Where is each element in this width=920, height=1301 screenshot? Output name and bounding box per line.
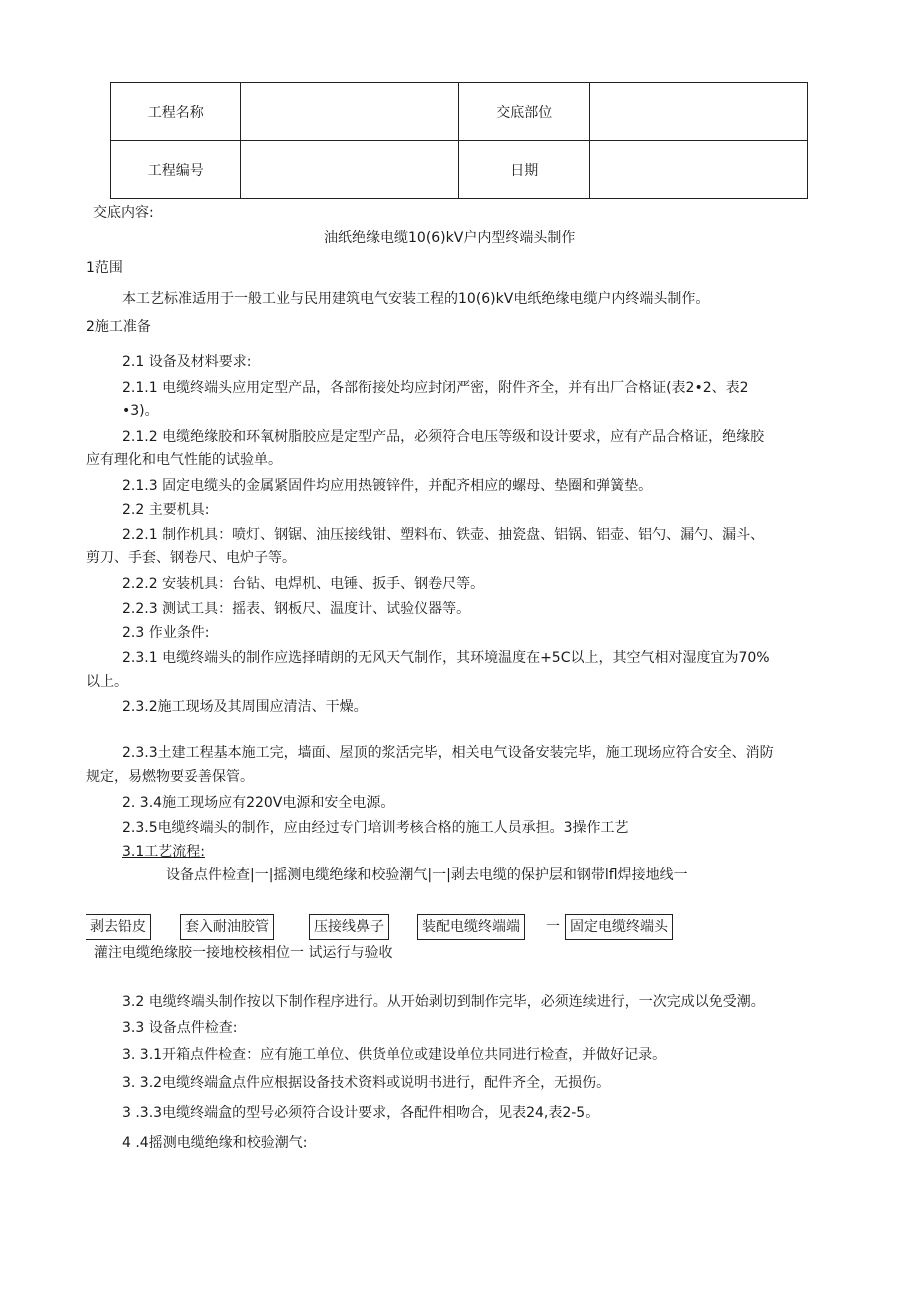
project-name-label: 工程名称 (111, 83, 241, 141)
item-2-1-3: 2.1.3 固定电缆头的金属紧固件均应用热镀锌件，并配齐相应的螺母、垫圈和弹簧垫。 (122, 478, 653, 494)
item-3-3: 3.3 设备点件检查: (122, 1020, 238, 1036)
date-label: 日期 (459, 141, 589, 199)
item-3-1: 3.1工艺流程: (122, 844, 205, 860)
item-2-3-1-b: 以上。 (86, 674, 128, 690)
flow-box-strip-lead: 剥去铅皮 (86, 914, 151, 940)
process-flow-line-3: 灌注电缆绝缘胶一接地校核相位一 试运行与验收 (94, 945, 393, 961)
handover-part-value[interactable] (589, 83, 807, 141)
item-2-1-1-b: •3)。 (122, 403, 159, 419)
item-2-2-3: 2.2.3 测试工具：摇表、钢板尺、温度计、试验仪器等。 (122, 601, 471, 617)
item-2-3: 2.3 作业条件: (122, 625, 210, 641)
item-4-4: 4 .4摇测电缆绝缘和校验潮气: (122, 1135, 308, 1151)
flow-box-fix-terminal: 固定电缆终端头 (565, 914, 673, 940)
item-2-1-1-a: 2.1.1 电缆终端头应用定型产品，各部衔接处均应封闭严密，附件齐全，并有出厂合格证(表2•2、表2 (122, 380, 749, 396)
header-table (110, 82, 808, 199)
item-2-3-1-a: 2.3.1 电缆终端头的制作应选择晴朗的无风天气制作，其环境温度在+5C以上，其空气相对湿度宜为70% (122, 650, 770, 666)
flow-box-assemble-terminal: 装配电缆终端端 (417, 914, 525, 940)
item-2-1-2-a: 2.1.2 电缆绝缘胶和环氧树脂胶应是定型产品，必须符合电压等级和设计要求，应有产品合格证，绝缘胶 (122, 429, 765, 445)
item-2-3-3-b: 规定，易燃物要妥善保管。 (86, 769, 254, 785)
process-flow-line-1: 设备点件检查|一|摇测电缆绝缘和校验潮气|一|剥去电缆的保护层和钢带lfl焊接地线一 (166, 867, 688, 883)
project-name-value[interactable] (241, 83, 459, 141)
item-3-3-1: 3. 3.1开箱点件检查：应有施工单位、供货单位或建设单位共同进行检查，并做好记录。 (122, 1047, 667, 1063)
item-3-3-2: 3. 3.2电缆终端盒点件应根据设备技术资料或说明书进行，配件齐全，无损伤。 (122, 1075, 611, 1091)
item-2-3-4: 2. 3.4施工现场应有220V电源和安全电源。 (122, 795, 395, 811)
item-2-2-2: 2.2.2 安装机具：台钻、电焊机、电锤、扳手、钢卷尺等。 (122, 576, 485, 592)
item-2-2-1-b: 剪刀、手套、钢卷尺、电炉子等。 (86, 550, 296, 566)
handover-part-label: 交底部位 (459, 83, 589, 141)
flow-box-oil-tube: 套入耐油胶管 (180, 914, 274, 940)
item-2-3-3-a: 2.3.3土建工程基本施工完，墙面、屋顶的浆活完毕，相关电气设备安装完毕，施工现场应符合安全、消防 (122, 745, 774, 761)
flow-box-crimp-lug: 压接线鼻子 (309, 914, 389, 940)
section-1-heading: 1范围 (86, 260, 123, 276)
project-no-value[interactable] (241, 141, 459, 199)
project-no-label: 工程编号 (111, 141, 241, 199)
section-2-heading: 2施工准备 (86, 319, 151, 335)
item-2-3-2: 2.3.2施工现场及其周围应清洁、干燥。 (122, 699, 368, 715)
item-3-2: 3.2 电缆终端头制作按以下制作程序进行。从开始剥切到制作完毕，必须连续进行，一次完成以免受潮。 (122, 994, 765, 1010)
flow-arrow: 一 (546, 919, 560, 935)
content-label: 交底内容: (93, 205, 154, 221)
item-2-3-5: 2.3.5电缆终端头的制作，应由经过专门培训考核合格的施工人员承担。3操作工艺 (122, 820, 629, 836)
item-2-2-1-a: 2.2.1 制作机具：喷灯、钢锯、油压接线钳、塑料布、铁壶、抽瓷盘、铝锅、铝壶、铝勺、漏勺、漏斗、 (122, 527, 765, 543)
item-3-3-3: 3 .3.3电缆终端盒的型号必须符合设计要求，各配件相吻合，见表24,表2-5。 (122, 1105, 600, 1121)
date-value[interactable] (589, 141, 807, 199)
document-title: 油纸绝缘电缆10(6)kV户内型终端头制作 (324, 230, 576, 246)
item-2-2: 2.2 主要机具: (122, 502, 210, 518)
item-2-1: 2.1 设备及材料要求: (122, 354, 252, 370)
section-1-text: 本工艺标准适用于一般工业与民用建筑电气安装工程的10(6)kV电纸绝缘电缆户内终端头制作。 (122, 291, 710, 307)
item-2-1-2-b: 应有理化和电气性能的试验单。 (86, 452, 282, 468)
